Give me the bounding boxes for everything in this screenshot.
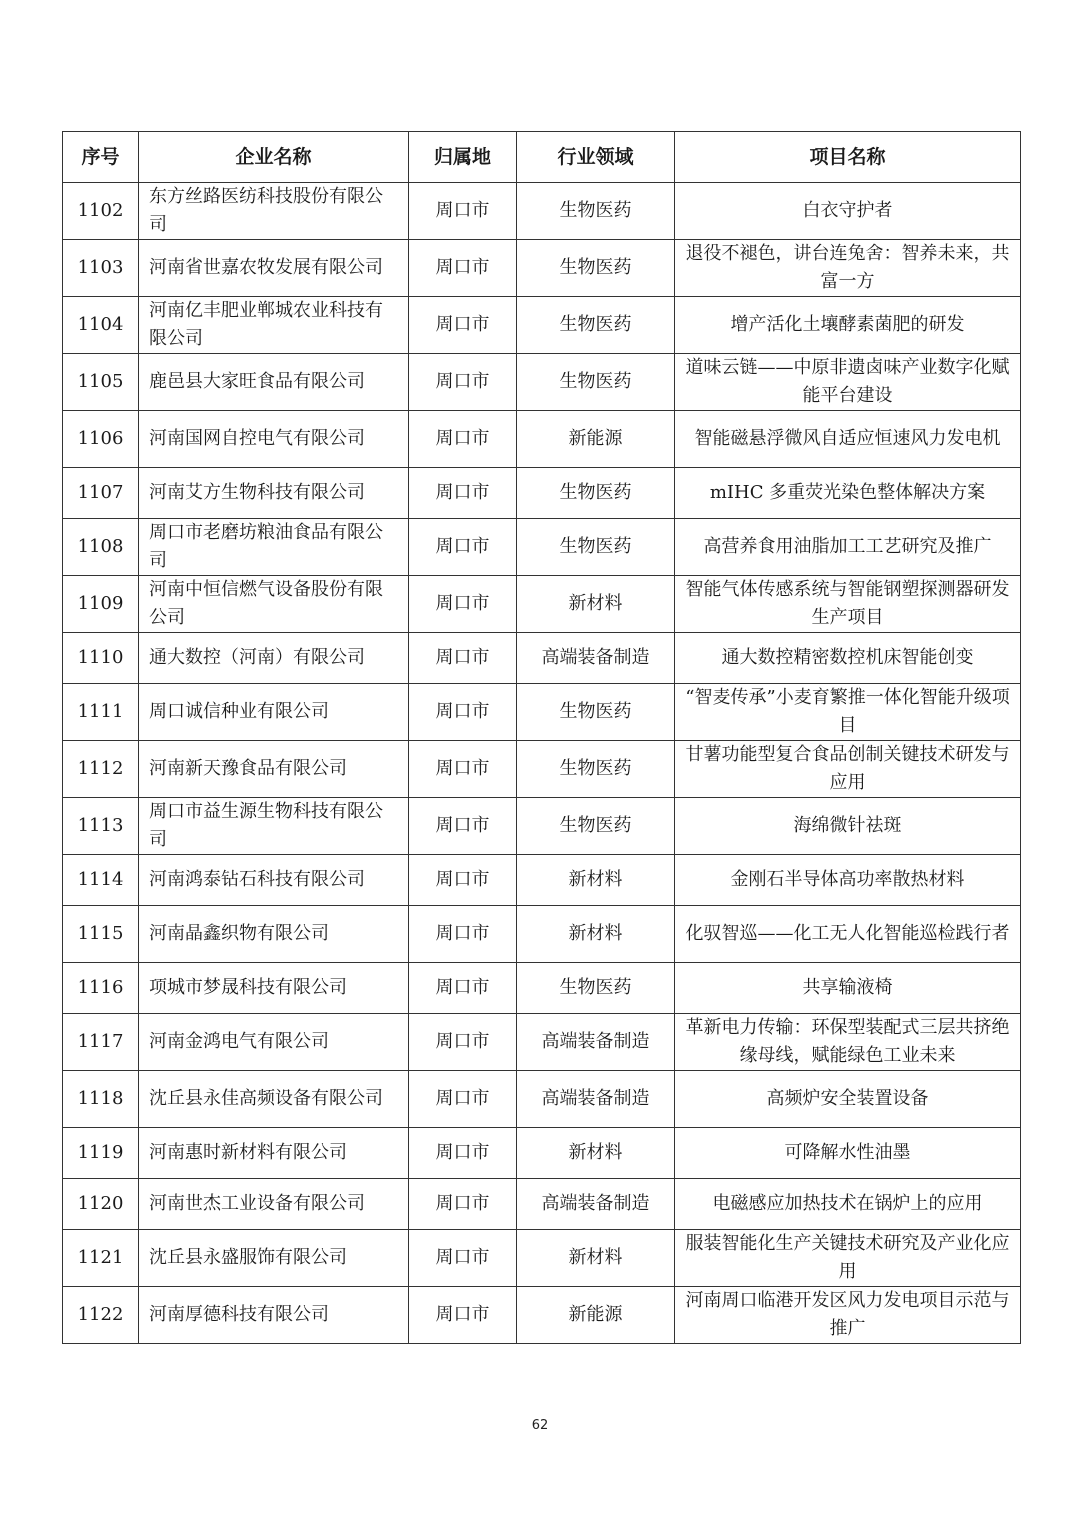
table-row bbox=[63, 183, 1021, 240]
cell-field: 生物医药 bbox=[517, 741, 675, 798]
cell-project: 甘薯功能型复合食品创制关键技术研发与应用 bbox=[675, 741, 1021, 798]
cell-field: 新能源 bbox=[517, 1287, 675, 1344]
table-row bbox=[63, 963, 1021, 1014]
cell-company: 河南鸿泰钻石科技有限公司 bbox=[139, 855, 409, 906]
cell-field: 生物医药 bbox=[517, 183, 675, 240]
cell-field: 高端装备制造 bbox=[517, 1071, 675, 1128]
cell-field: 生物医药 bbox=[517, 519, 675, 576]
cell-field: 新材料 bbox=[517, 576, 675, 633]
cell-field: 新材料 bbox=[517, 855, 675, 906]
cell-company: 河南中恒信燃气设备股份有限公司 bbox=[139, 576, 409, 633]
cell-project: 退役不褪色，讲台连兔舍：智养未来，共富一方 bbox=[675, 240, 1021, 297]
table-row bbox=[63, 519, 1021, 576]
cell-number: 1104 bbox=[63, 297, 139, 354]
cell-project: 通大数控精密数控机床智能创变 bbox=[675, 633, 1021, 684]
cell-number: 1108 bbox=[63, 519, 139, 576]
cell-company: 河南亿丰肥业郸城农业科技有限公司 bbox=[139, 297, 409, 354]
cell-number: 1119 bbox=[63, 1128, 139, 1179]
cell-company: 河南金鸿电气有限公司 bbox=[139, 1014, 409, 1071]
cell-location: 周口市 bbox=[409, 1230, 517, 1287]
cell-field: 生物医药 bbox=[517, 297, 675, 354]
cell-company: 河南晶鑫织物有限公司 bbox=[139, 906, 409, 963]
cell-company: 周口市老磨坊粮油食品有限公司 bbox=[139, 519, 409, 576]
table-row bbox=[63, 411, 1021, 468]
cell-company: 河南惠时新材料有限公司 bbox=[139, 1128, 409, 1179]
cell-number: 1102 bbox=[63, 183, 139, 240]
table-row bbox=[63, 1014, 1021, 1071]
cell-number: 1111 bbox=[63, 684, 139, 741]
cell-number: 1109 bbox=[63, 576, 139, 633]
cell-number: 1107 bbox=[63, 468, 139, 519]
cell-location: 周口市 bbox=[409, 576, 517, 633]
cell-number: 1110 bbox=[63, 633, 139, 684]
cell-number: 1120 bbox=[63, 1179, 139, 1230]
header-location: 归属地 bbox=[409, 132, 517, 183]
cell-project: 高频炉安全装置设备 bbox=[675, 1071, 1021, 1128]
header-row bbox=[63, 132, 1021, 183]
cell-project: 道味云链——中原非遗卤味产业数字化赋能平台建设 bbox=[675, 354, 1021, 411]
cell-field: 新能源 bbox=[517, 411, 675, 468]
cell-project: 共享输液椅 bbox=[675, 963, 1021, 1014]
cell-field: 高端装备制造 bbox=[517, 1014, 675, 1071]
cell-location: 周口市 bbox=[409, 1014, 517, 1071]
table-row bbox=[63, 1071, 1021, 1128]
table-row bbox=[63, 240, 1021, 297]
cell-number: 1122 bbox=[63, 1287, 139, 1344]
cell-company: 河南国网自控电气有限公司 bbox=[139, 411, 409, 468]
cell-project: 化驭智巡——化工无人化智能巡检践行者 bbox=[675, 906, 1021, 963]
cell-number: 1112 bbox=[63, 741, 139, 798]
cell-company: 周口市益生源生物科技有限公司 bbox=[139, 798, 409, 855]
cell-field: 生物医药 bbox=[517, 963, 675, 1014]
page-number: 62 bbox=[531, 1418, 549, 1433]
table-row bbox=[63, 741, 1021, 798]
table-row bbox=[63, 1230, 1021, 1287]
cell-company: 河南厚德科技有限公司 bbox=[139, 1287, 409, 1344]
header-field: 行业领域 bbox=[517, 132, 675, 183]
cell-number: 1121 bbox=[63, 1230, 139, 1287]
cell-number: 1115 bbox=[63, 906, 139, 963]
cell-company: 沈丘县永盛服饰有限公司 bbox=[139, 1230, 409, 1287]
cell-project: 高营养食用油脂加工工艺研究及推广 bbox=[675, 519, 1021, 576]
cell-location: 周口市 bbox=[409, 240, 517, 297]
cell-location: 周口市 bbox=[409, 411, 517, 468]
table-row bbox=[63, 354, 1021, 411]
header-project: 项目名称 bbox=[675, 132, 1021, 183]
cell-project: 可降解水性油墨 bbox=[675, 1128, 1021, 1179]
cell-company: 河南世杰工业设备有限公司 bbox=[139, 1179, 409, 1230]
cell-location: 周口市 bbox=[409, 906, 517, 963]
cell-number: 1117 bbox=[63, 1014, 139, 1071]
cell-company: 通大数控（河南）有限公司 bbox=[139, 633, 409, 684]
cell-company: 项城市梦晟科技有限公司 bbox=[139, 963, 409, 1014]
table-row bbox=[63, 297, 1021, 354]
cell-project: 服装智能化生产关键技术研究及产业化应用 bbox=[675, 1230, 1021, 1287]
cell-company: 沈丘县永佳高频设备有限公司 bbox=[139, 1071, 409, 1128]
table-row bbox=[63, 1179, 1021, 1230]
cell-company: 东方丝路医纺科技股份有限公司 bbox=[139, 183, 409, 240]
cell-number: 1114 bbox=[63, 855, 139, 906]
cell-field: 生物医药 bbox=[517, 798, 675, 855]
table-row bbox=[63, 1128, 1021, 1179]
enterprise-project-table bbox=[62, 131, 1021, 1344]
table-row bbox=[63, 1287, 1021, 1344]
cell-location: 周口市 bbox=[409, 519, 517, 576]
cell-field: 新材料 bbox=[517, 1230, 675, 1287]
header-number: 序号 bbox=[63, 132, 139, 183]
cell-project: 革新电力传输：环保型装配式三层共挤绝缘母线，赋能绿色工业未来 bbox=[675, 1014, 1021, 1071]
cell-project: 增产活化土壤酵素菌肥的研发 bbox=[675, 297, 1021, 354]
cell-number: 1105 bbox=[63, 354, 139, 411]
cell-number: 1116 bbox=[63, 963, 139, 1014]
cell-field: 生物医药 bbox=[517, 684, 675, 741]
table-body bbox=[63, 183, 1021, 1344]
cell-field: 高端装备制造 bbox=[517, 633, 675, 684]
cell-location: 周口市 bbox=[409, 684, 517, 741]
header-company: 企业名称 bbox=[139, 132, 409, 183]
cell-company: 周口诚信种业有限公司 bbox=[139, 684, 409, 741]
cell-company: 鹿邑县大家旺食品有限公司 bbox=[139, 354, 409, 411]
cell-location: 周口市 bbox=[409, 633, 517, 684]
cell-project: “智麦传承”小麦育繁推一体化智能升级项目 bbox=[675, 684, 1021, 741]
cell-location: 周口市 bbox=[409, 297, 517, 354]
cell-field: 生物医药 bbox=[517, 354, 675, 411]
cell-number: 1118 bbox=[63, 1071, 139, 1128]
table-header bbox=[63, 132, 1021, 183]
cell-field: 新材料 bbox=[517, 1128, 675, 1179]
cell-location: 周口市 bbox=[409, 1287, 517, 1344]
cell-project: 河南周口临港开发区风力发电项目示范与推广 bbox=[675, 1287, 1021, 1344]
cell-number: 1106 bbox=[63, 411, 139, 468]
cell-company: 河南新天豫食品有限公司 bbox=[139, 741, 409, 798]
cell-project: 智能磁悬浮微风自适应恒速风力发电机 bbox=[675, 411, 1021, 468]
cell-field: 高端装备制造 bbox=[517, 1179, 675, 1230]
cell-location: 周口市 bbox=[409, 354, 517, 411]
table-row bbox=[63, 855, 1021, 906]
cell-location: 周口市 bbox=[409, 1128, 517, 1179]
cell-location: 周口市 bbox=[409, 798, 517, 855]
cell-project: 海绵微针祛斑 bbox=[675, 798, 1021, 855]
table-row bbox=[63, 798, 1021, 855]
cell-number: 1113 bbox=[63, 798, 139, 855]
cell-company: 河南艾方生物科技有限公司 bbox=[139, 468, 409, 519]
cell-location: 周口市 bbox=[409, 468, 517, 519]
table-row bbox=[63, 576, 1021, 633]
cell-location: 周口市 bbox=[409, 1071, 517, 1128]
cell-location: 周口市 bbox=[409, 1179, 517, 1230]
table-row bbox=[63, 906, 1021, 963]
table-row bbox=[63, 633, 1021, 684]
cell-project: 金刚石半导体高功率散热材料 bbox=[675, 855, 1021, 906]
cell-location: 周口市 bbox=[409, 741, 517, 798]
cell-field: 生物医药 bbox=[517, 240, 675, 297]
cell-project: 智能气体传感系统与智能钢塑探测器研发生产项目 bbox=[675, 576, 1021, 633]
cell-field: 新材料 bbox=[517, 906, 675, 963]
cell-project: 电磁感应加热技术在锅炉上的应用 bbox=[675, 1179, 1021, 1230]
cell-project: mIHC 多重荧光染色整体解决方案 bbox=[675, 468, 1021, 519]
table-row bbox=[63, 684, 1021, 741]
cell-location: 周口市 bbox=[409, 183, 517, 240]
cell-project: 白衣守护者 bbox=[675, 183, 1021, 240]
table-row bbox=[63, 468, 1021, 519]
cell-number: 1103 bbox=[63, 240, 139, 297]
cell-location: 周口市 bbox=[409, 855, 517, 906]
cell-field: 生物医药 bbox=[517, 468, 675, 519]
cell-company: 河南省世嘉农牧发展有限公司 bbox=[139, 240, 409, 297]
cell-location: 周口市 bbox=[409, 963, 517, 1014]
